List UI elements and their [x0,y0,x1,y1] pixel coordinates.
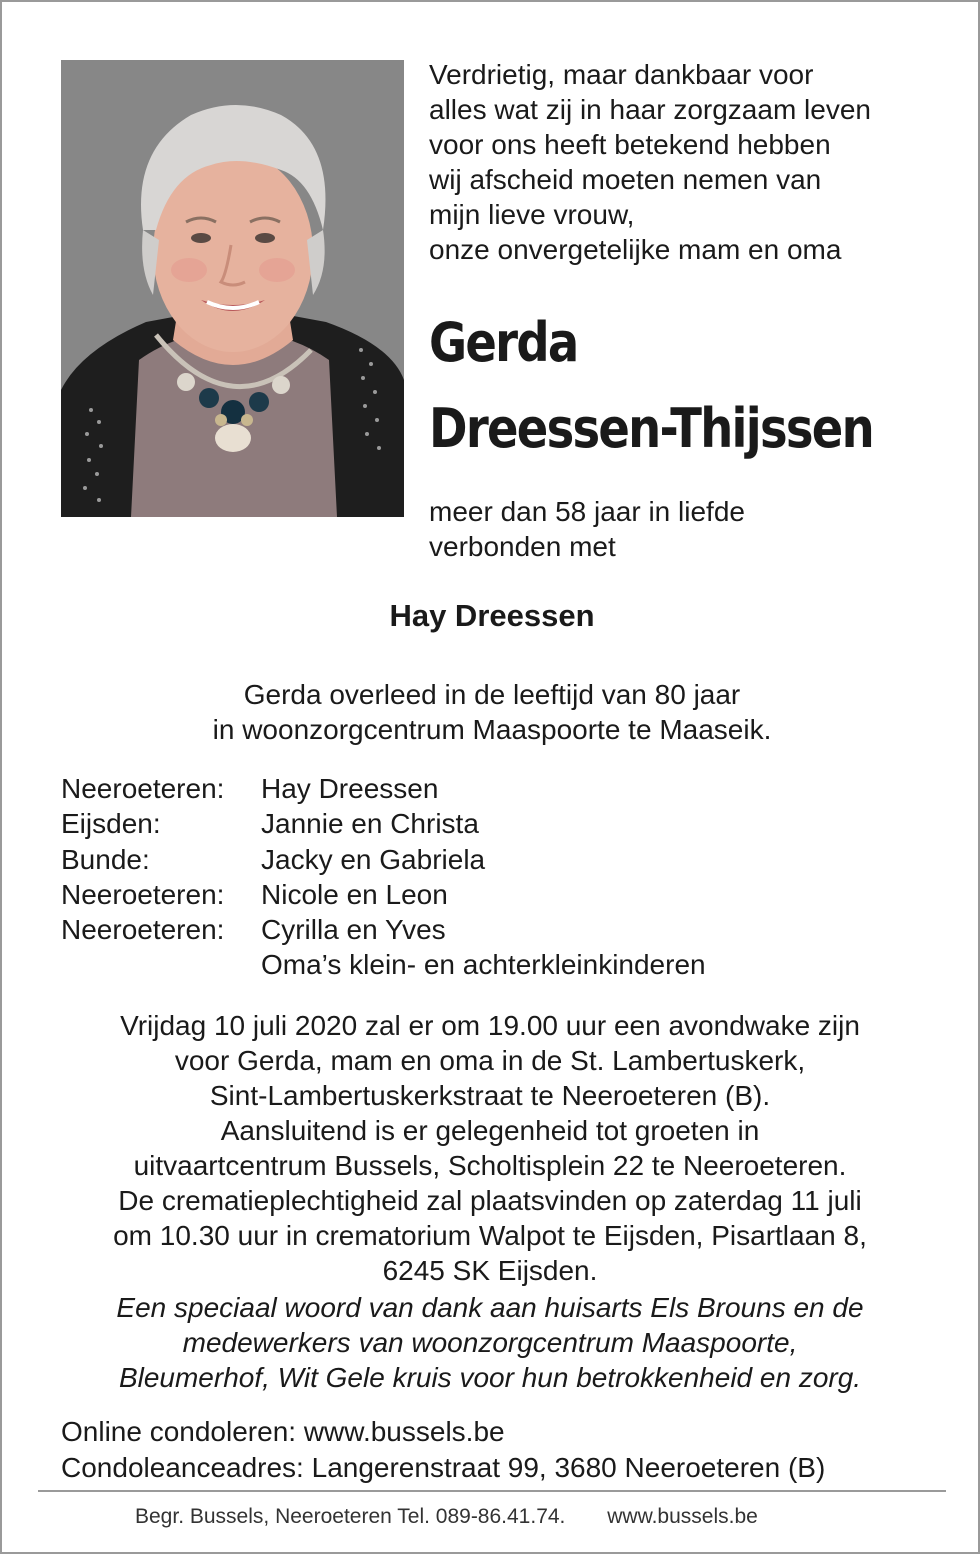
family-row [61,947,961,982]
intro-line: wij afscheid moeten nemen van [429,164,822,195]
family-place: Neeroeteren: [61,914,225,946]
contact-info [61,1414,961,1486]
thanks-line: Bleumerhof, Wit Gele kruis voor hun betrokkenheid en zorg. [118,1362,862,1393]
family-names: Nicole en Leon [261,878,448,910]
family-names: Cyrilla en Yves [261,914,446,946]
death-line: in woonzorgcentrum Maaspoorte te Maaseik. [212,714,772,745]
service-line: uitvaartcentrum Bussels, Scholtisplein 22 te Neeroeteren. [133,1150,847,1181]
family-names: Oma’s klein- en achterkleinkinderen [261,949,706,981]
family-list [61,771,961,983]
intro-line: Verdrietig, maar dankbaar voor [429,59,814,90]
service-line: om 10.30 uur in crematorium Walpot te Eijsden, Pisartlaan 8, [113,1220,867,1251]
family-row [61,806,961,841]
family-row [61,842,961,877]
deceased-last-name: Dreessen-Thijssen [429,397,873,460]
thanks-text [2,1290,978,1395]
condolence-address: Condoleanceadres: Langerenstraat 99, 3680 Neeroeteren (B) [61,1452,826,1483]
family-row [61,771,961,806]
family-place: Bunde: [61,843,150,875]
service-line: voor Gerda, mam en oma in de St. Lambertuskerk, [174,1045,806,1076]
service-details [2,1008,978,1288]
portrait-photo [61,60,404,517]
service-line: De crematieplechtigheid zal plaatsvinden op zaterdag 11 juli [118,1185,862,1216]
service-line: 6245 SK Eijsden. [382,1255,598,1286]
footer-divider [38,1490,946,1492]
bond-line: meer dan 58 jaar in liefde [429,496,745,527]
family-names: Hay Dreessen [261,773,439,804]
death-notice [2,677,980,747]
online-condolence: Online condoleren: www.bussels.be [61,1416,505,1447]
service-line: Aansluitend is er gelegenheid tot groeten in [220,1115,760,1146]
service-line: Vrijdag 10 juli 2020 zal er om 19.00 uur een avondwake zijn [120,1010,860,1041]
footer [135,1503,875,1531]
intro-line: alles wat zij in haar zorgzaam leven [429,94,871,125]
family-place: Neeroeteren: [61,773,225,804]
family-place: Neeroeteren: [61,878,225,910]
family-names: Jannie en Christa [261,808,479,840]
intro-line: mijn lieve vrouw, [429,199,635,230]
footer-website: www.bussels.be [607,1505,758,1528]
family-place: Eijsden: [61,808,161,840]
footer-business: Begr. Bussels, Neeroeteren Tel. 089-86.41.74. [135,1505,566,1528]
portrait-illustration [61,60,404,517]
thanks-line: Een speciaal woord van dank aan huisarts Els Brouns en de [116,1292,864,1323]
bond-line: verbonden met [429,531,616,562]
service-line: Sint-Lambertuskerkstraat te Neeroeteren (B). [209,1080,771,1111]
bond-text [429,494,949,564]
intro-line: onze onvergetelijke mam en oma [429,234,842,265]
family-names: Jacky en Gabriela [261,843,486,875]
thanks-line: medewerkers van woonzorgcentrum Maaspoorte, [182,1327,798,1358]
intro-line: voor ons heeft betekend hebben [429,129,831,160]
death-line: Gerda overleed in de leeftijd van 80 jaar [243,679,741,710]
family-place [61,947,261,982]
intro-text [429,57,949,267]
deceased-name [429,300,893,472]
partner-name: Hay Dreessen [389,598,595,633]
family-row [61,912,961,947]
deceased-first-name: Gerda [429,311,578,374]
family-row [61,877,961,912]
